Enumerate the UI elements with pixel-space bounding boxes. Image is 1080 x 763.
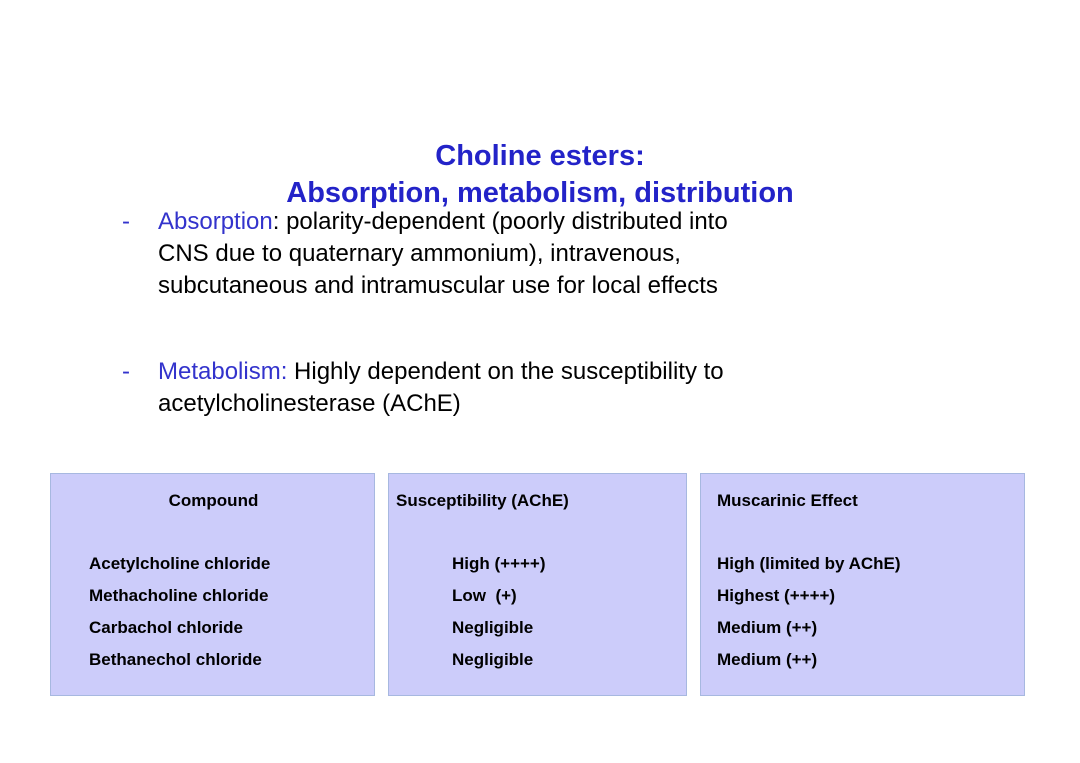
bullet-line: subcutaneous and intramuscular use for local effects — [158, 272, 718, 299]
bullet-dash: - — [122, 358, 130, 385]
muscarinic-item: Medium (++) — [717, 618, 818, 637]
bullet-line: acetylcholinesterase (AChE) — [158, 390, 461, 417]
slide-title-line-1: Choline esters: — [435, 140, 645, 172]
bullet-line — [158, 206, 728, 238]
bullet-metabolism — [122, 356, 724, 420]
compound-box — [50, 473, 375, 696]
muscarinic-item: Highest (++++) — [717, 586, 836, 605]
muscarinic-item: High (limited by AChE) — [717, 554, 901, 573]
susceptibility-item: Negligible — [452, 650, 534, 669]
susceptibility-item: Low (+) — [452, 586, 517, 605]
slide-title-line-2: Absorption, metabolism, distribution — [286, 177, 794, 209]
compound-item: Acetylcholine chloride — [89, 554, 271, 573]
susceptibility-list — [452, 548, 546, 676]
bullet-body — [158, 356, 724, 420]
slide-title — [0, 138, 1080, 212]
muscarinic-item: Medium (++) — [717, 650, 818, 669]
bullet-dash: - — [122, 208, 130, 235]
muscarinic-list — [717, 548, 901, 676]
muscarinic-header: Muscarinic Effect — [717, 491, 858, 510]
bullet-line: CNS due to quaternary ammonium), intravenous, — [158, 240, 681, 267]
susceptibility-header: Susceptibility (AChE) — [396, 491, 569, 510]
compound-item: Bethanechol chloride — [89, 650, 262, 669]
bullet-absorption — [122, 206, 728, 302]
bullet-text: : polarity-dependent (poorly distributed into — [272, 208, 728, 235]
bullet-body — [158, 206, 728, 302]
compound-item: Methacholine chloride — [89, 586, 269, 605]
bullet-text: Highly dependent on the susceptibility to — [287, 358, 724, 385]
bullet-term-metabolism: Metabolism: — [158, 358, 288, 385]
muscarinic-box — [700, 473, 1025, 696]
compound-item: Carbachol chloride — [89, 618, 243, 637]
compound-header: Compound — [168, 491, 259, 510]
susceptibility-box — [388, 473, 687, 696]
bullet-line — [158, 356, 724, 388]
compound-list — [89, 548, 270, 676]
susceptibility-item: High (++++) — [452, 554, 546, 573]
bullet-term-absorption: Absorption — [158, 208, 273, 235]
susceptibility-item: Negligible — [452, 618, 534, 637]
